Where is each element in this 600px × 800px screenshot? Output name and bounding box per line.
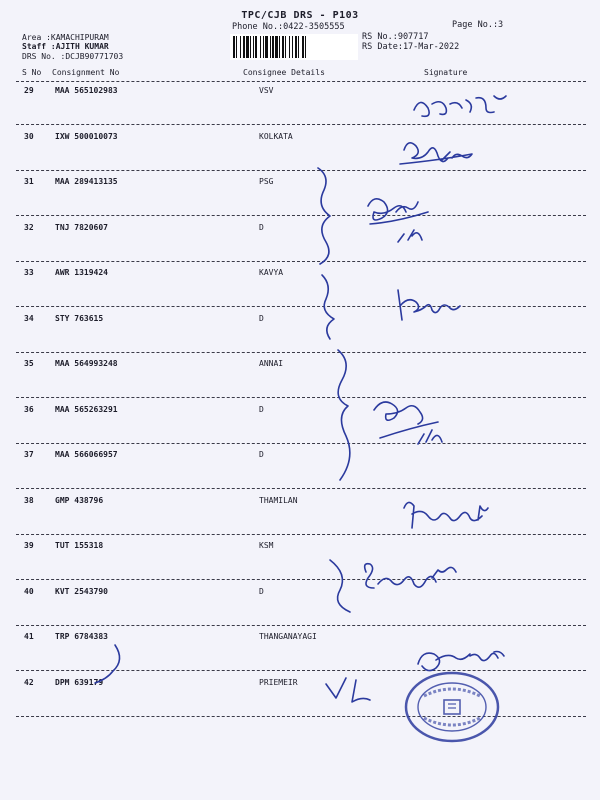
row-serial-number: 31: [24, 177, 34, 186]
row-consignment-number: MAA 565102983: [55, 86, 118, 95]
rs-date: RS Date:17-Mar-2022: [362, 42, 460, 52]
row-consignee-details: ANNAI: [259, 359, 284, 368]
row-serial-number: 35: [24, 359, 34, 368]
row-serial-number: 39: [24, 541, 34, 550]
row-consignment-number: MAA 565263291: [55, 404, 118, 414]
page-number: Page No.:3: [452, 20, 504, 30]
row-serial-number: 40: [24, 586, 34, 596]
row-serial-number: 36: [24, 404, 34, 414]
row-consignment-number: TUT 155318: [55, 541, 104, 550]
row-serial-number: 41: [24, 632, 34, 641]
row-consignment-number: MAA 564993248: [55, 359, 118, 368]
row-consignment-number: MAA 289413135: [55, 177, 118, 186]
row-consignee-details: KAVYA: [259, 268, 284, 277]
row-consignment-number: DPM 639179: [55, 677, 104, 687]
row-consignee-details: D: [259, 313, 264, 323]
drs-number: DRS No. :DCJB90771703: [22, 52, 124, 61]
row-consignee-details: PSG: [259, 177, 274, 186]
row-consignee-details: D: [259, 450, 264, 459]
row-consignee-details: D: [259, 404, 264, 414]
col-consignment: Consignment No: [52, 68, 120, 77]
row-consignment-number: GMP 438796: [55, 495, 104, 505]
row-serial-number: 33: [24, 268, 34, 277]
row-serial-number: 38: [24, 495, 34, 505]
row-consignment-number: KVT 2543790: [55, 586, 108, 596]
row-consignment-number: AWR 1319424: [55, 268, 108, 277]
row-serial-number: 32: [24, 222, 34, 232]
rs-number: RS No.:907717: [362, 32, 429, 42]
staff-label: Staff :AJITH KUMAR: [22, 42, 109, 51]
row-consignee-details: D: [259, 586, 264, 596]
row-consignee-details: THANGANAYAGI: [259, 632, 317, 641]
row-consignee-details: D: [259, 222, 264, 232]
row-consignee-details: KOLKATA: [259, 131, 293, 141]
row-consignment-number: IXW 500010073: [55, 131, 118, 141]
stamp-icon: [406, 673, 498, 741]
phone-number: Phone No.:0422-3505555: [232, 22, 345, 32]
area-label: Area :KAMACHIPURAM: [22, 33, 109, 42]
row-consignment-number: TNJ 7820607: [55, 222, 108, 232]
row-serial-number: 42: [24, 677, 34, 687]
row-consignee-details: PRIEMEIR: [259, 677, 298, 687]
col-sno: S No: [22, 68, 42, 77]
row-serial-number: 34: [24, 313, 34, 323]
col-signature: Signature: [424, 68, 468, 77]
sheet-title: TPC/CJB DRS - P103: [241, 10, 359, 21]
col-consignee: Consignee Details: [243, 68, 325, 77]
row-serial-number: 37: [24, 450, 34, 459]
row-consignee-details: THAMILAN: [259, 495, 298, 505]
row-serial-number: 29: [24, 86, 34, 95]
row-consignment-number: STY 763615: [55, 313, 104, 323]
row-serial-number: 30: [24, 131, 34, 141]
row-consignee-details: VSV: [259, 86, 274, 95]
row-consignee-details: KSM: [259, 541, 274, 550]
row-consignment-number: TRP 6784383: [55, 632, 108, 641]
row-consignment-number: MAA 566066957: [55, 450, 118, 459]
